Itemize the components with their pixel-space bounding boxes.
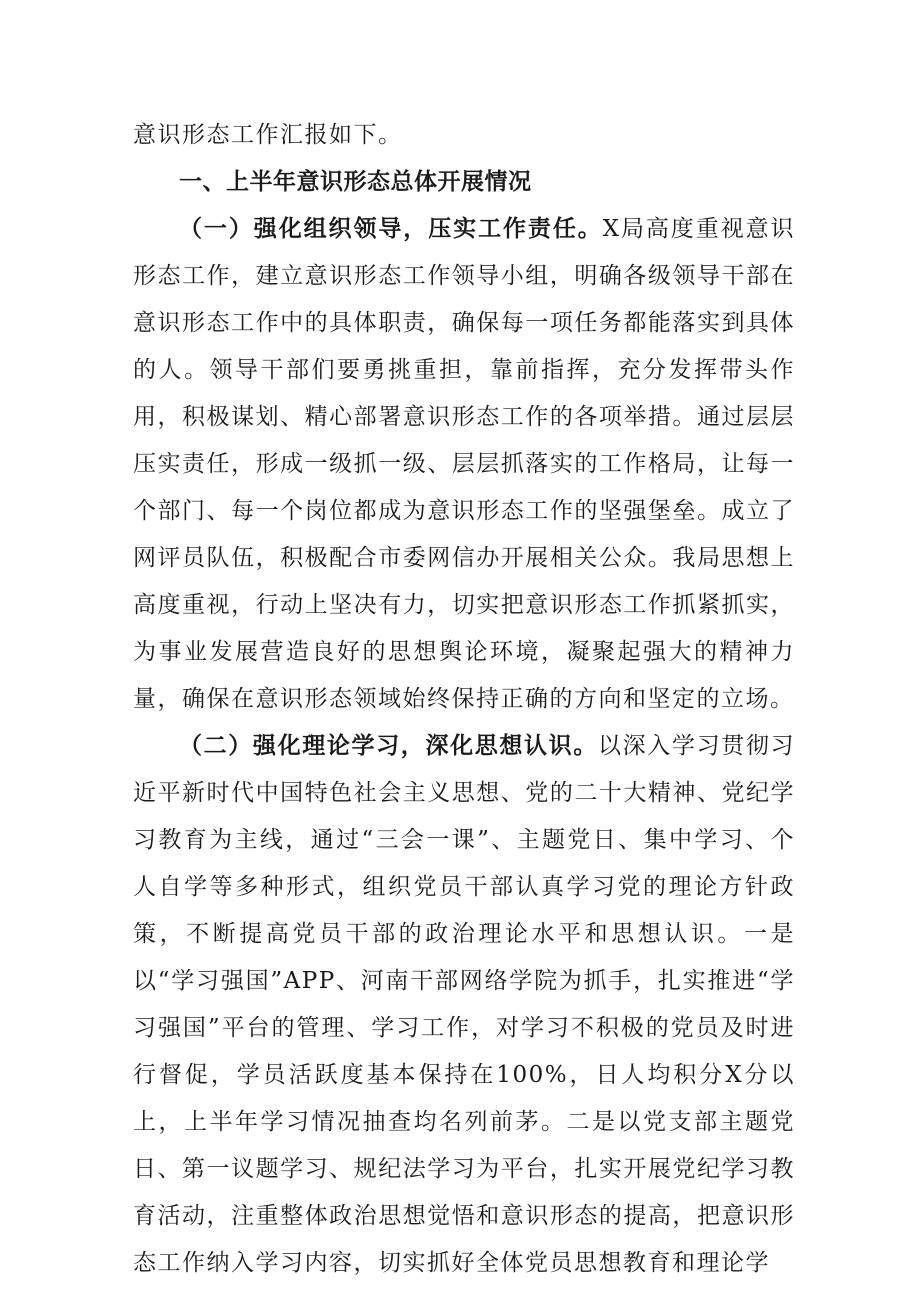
item-2-lead: （二）强化理论学习，深化思想认识。 xyxy=(179,733,598,759)
paragraph-item-2 xyxy=(133,723,795,1287)
item-2-body: 以深入学习贯彻习近平新时代中国特色社会主义思想、党的二十大精神、党纪学习教育为主线，通过“三会一课”、主题党日、集中学习、个人自学等多种形式，组织党员干部认真学习党的理论方针政策，不断提高党员干部的政治理论水平和思想认识。一是以“学习强国”APP、河南干部网络学院为抓手，扎实推进“学习强国”平台的管理、学习工作，对学习不积极的党员及时进行督促，学员活跃度基本保持在100%，日人均积分X分以上，上半年学习情况抽查均名列前茅。二是以党支部主题党日、第一议题学习、规纪法学习为平台，扎实开展党纪学习教育活动，注重整体政治思想觉悟和意识形态的提高，把意识形态工作纳入学习内容，切实抓好全体党员思想教育和理论学 xyxy=(133,733,796,1276)
item-1-body: X局高度重视意识形态工作，建立意识形态工作领导小组，明确各级领导干部在意识形态工作中的具体职责，确保每一项任务都能落实到具体的人。领导干部们要勇挑重担，靠前指挥，充分发挥带头作用，积极谋划、精心部署意识形态工作的各项举措。通过层层压实责任，形成一级抓一级、层层抓落实的工作格局，让每一个部门、每一个岗位都成为意识形态工作的坚强堡垒。成立了网评员队伍，积极配合市委网信办开展相关公众。我局思想上高度重视，行动上坚决有力，切实把意识形态工作抓紧抓实，为事业发展营造良好的思想舆论环境，凝聚起强大的精神力量，确保在意识形态领域始终保持正确的方向和坚定的立场。 xyxy=(133,216,795,712)
document-body xyxy=(133,112,795,1287)
paragraph-item-1 xyxy=(133,206,795,723)
section-heading: 一、上半年意识形态总体开展情况 xyxy=(179,169,532,195)
item-1-lead: （一）强化组织领导，压实工作责任。 xyxy=(179,216,603,242)
intro-paragraph-tail: 意识形态工作汇报如下。 xyxy=(133,122,403,148)
